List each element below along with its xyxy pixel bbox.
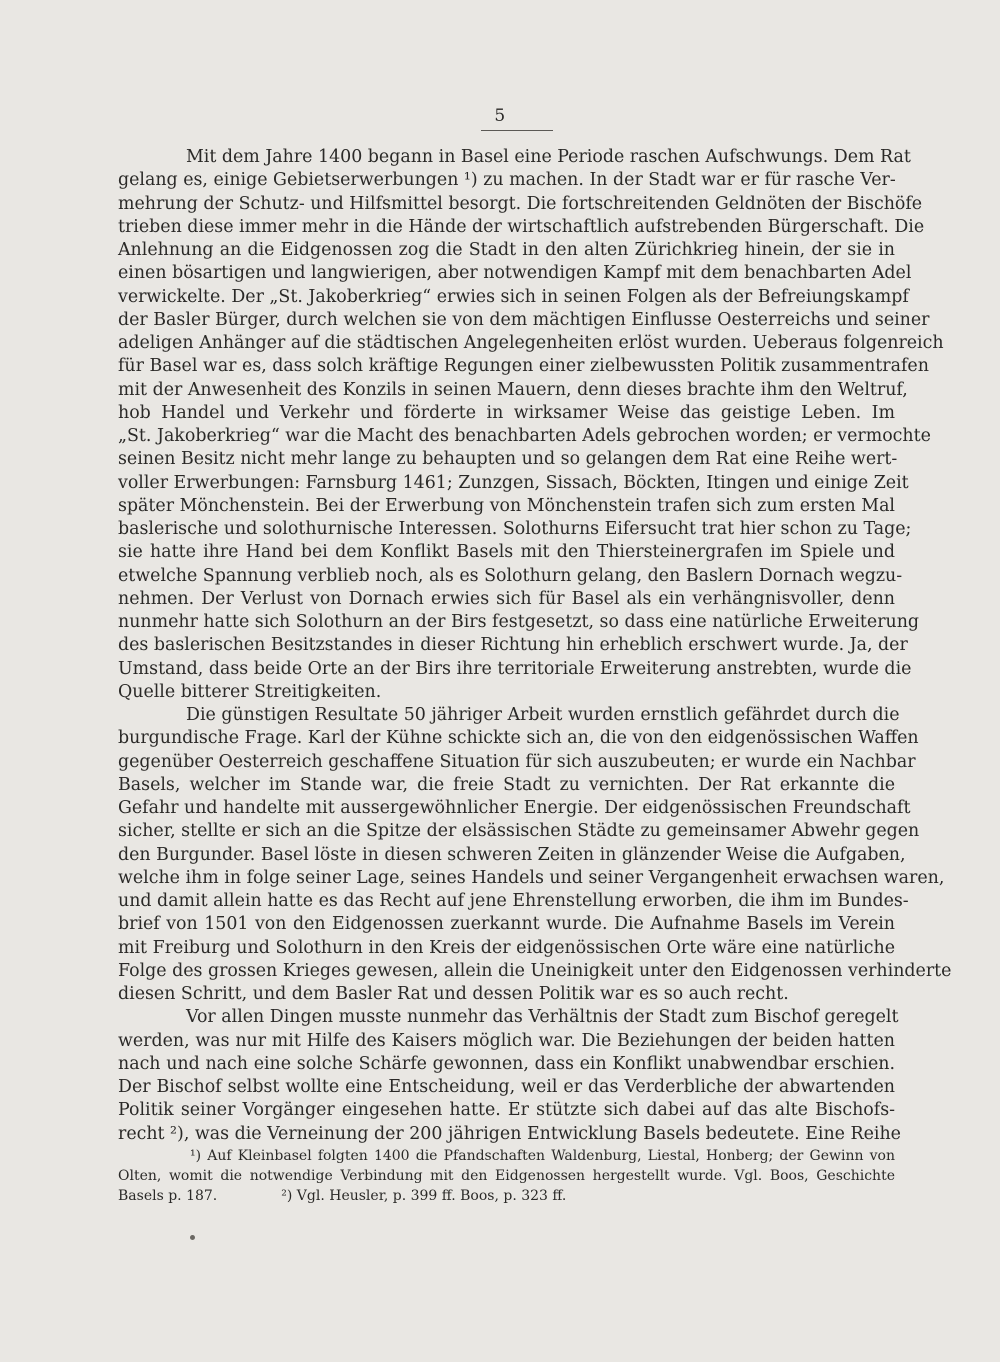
text-line: der Basler Bürger, durch welchen sie von dem mächtigen Einflusse Oesterreichs und seiner	[118, 309, 930, 330]
text-line: recht ²), was die Verneinung der 200 jährigen Entwicklung Basels bedeutete. Eine Reihe	[118, 1123, 901, 1144]
text-line: nunmehr hatte sich Solothurn an der Birs festgesetzt, so dass eine natürliche Erweiterung	[118, 612, 920, 632]
text-line: nach und nach eine solche Schärfe gewonnen, dass ein Konflikt unabwendbar erschien.	[118, 1053, 895, 1074]
text-line: später Mönchenstein. Bei der Erwerbung von Mönchenstein trafen sich zum ersten Mal	[118, 495, 895, 516]
text-line: und damit allein hatte es das Recht auf jene Ehrenstellung erworben, die ihm im Bundes-	[118, 891, 909, 911]
text-line: werden, was nur mit Hilfe des Kaisers möglich war. Die Beziehungen der beiden hatten	[118, 1030, 895, 1051]
text-line: voller Erwerbungen: Farnsburg 1461; Zunzgen, Sissach, Böckten, Itingen und einige Zeit	[118, 472, 909, 493]
text-line: baslerische und solothurnische Interessen. Solothurns Eifersucht trat hier schon zu Tage;	[118, 519, 912, 539]
footnote-line: Olten, womit die notwendige Verbindung mit den Eidgenossen hergestellt wurde. Vgl. Boos, Geschichte	[118, 1168, 895, 1184]
text-line: etwelche Spannung verblieb noch, als es Solothurn gelang, den Baslern Dornach wegzu-	[118, 565, 903, 586]
text-line: mehrung der Schutz- und Hilfsmittel besorgt. Die fortschreitenden Geldnöten der Bischöfe	[118, 193, 923, 214]
paragraph	[118, 704, 952, 1006]
footnote-text: Basels p. 187.	[118, 1188, 218, 1204]
text-line: seinen Besitz nicht mehr lange zu behaupten und so gelangen dem Rat eine Reihe wert-	[118, 449, 898, 470]
text-line: sicher, stellte er sich an die Spitze der elsässischen Städte zu gemeinsamer Abwehr gegen	[118, 821, 920, 842]
text-line: Basels, welcher im Stande war, die freie Stadt zu vernichten. Der Rat erkannte die	[118, 774, 895, 795]
text-line: Gefahr und handelte mit aussergewöhnlicher Energie. Der eidgenössischen Freundschaft	[118, 798, 911, 818]
text-line: diesen Schritt, und dem Basler Rat und dessen Politik war es so auch recht.	[118, 984, 789, 1004]
text-line: für Basel war es, dass solch kräftige Regungen einer zielbewussten Politik zusammentrafen	[118, 356, 929, 377]
text-line: Mit dem Jahre 1400 begann in Basel eine Periode raschen Aufschwungs. Dem Rat	[186, 147, 911, 167]
text-line: mit Freiburg und Solothurn in den Kreis der eidgenössischen Orte wäre eine natürliche	[118, 937, 895, 958]
text-line: Der Bischof selbst wollte eine Entscheidung, weil er das Verderbliche der abwartenden	[118, 1077, 895, 1097]
text-line: hob Handel und Verkehr und förderte in wirksamer Weise das geistige Leben. Im	[118, 402, 895, 423]
text-line: mit der Anwesenheit des Konzils in seinen Mauern, denn dieses brachte ihm den Weltruf,	[118, 379, 908, 400]
text-line: brief von 1501 von den Eidgenossen zuerkannt wurde. Die Aufnahme Basels im Verein	[118, 914, 895, 935]
text-line: „St. Jakoberkrieg“ war die Macht des benachbarten Adels gebrochen worden; er vermochte	[118, 426, 931, 446]
text-line: Vor allen Dingen musste nunmehr das Verhältnis der Stadt zum Bischof geregelt	[186, 1007, 899, 1028]
header-rule	[481, 130, 553, 131]
text-line: gegenüber Oesterreich geschaffene Situation für sich auszubeuten; er wurde ein Nachbar	[118, 751, 916, 772]
text-line: nehmen. Der Verlust von Dornach erwies sich für Basel als ein verhängnisvoller, denn	[118, 588, 895, 609]
text-line: einen bösartigen und langwierigen, aber notwendigen Kampf mit dem benachbarten Adel	[118, 263, 912, 284]
text-line: welche ihm in folge seiner Lage, seines Handels und seiner Vergangenheit erwachsen waren,	[118, 867, 945, 888]
page-number: 5	[494, 106, 506, 126]
text-line: Politik seiner Vorgänger eingesehen hatte. Er stützte sich dabei auf das alte Bischofs-	[118, 1100, 895, 1121]
paragraph	[118, 1006, 901, 1146]
paragraph	[118, 146, 944, 704]
text-line: des baslerischen Besitzstandes in dieser Richtung hin erheblich erschwert wurde. Ja, der	[118, 635, 908, 656]
text-line: Umstand, dass beide Orte an der Birs ihre territoriale Erweiterung anstrebten, wurde die	[118, 658, 912, 679]
text-line: den Burgunder. Basel löste in diesen schweren Zeiten in glänzender Weise die Aufgaben,	[118, 844, 906, 865]
text-line: trieben diese immer mehr in die Hände der wirtschaftlich aufstrebenden Bürgerschaft. Die	[118, 216, 925, 237]
footnote-line: ¹) Auf Kleinbasel folgten 1400 die Pfandschaften Waldenburg, Liestal, Honberg; der Gewinn von	[190, 1148, 895, 1164]
text-line: Folge des grossen Krieges gewesen, allein die Uneinigkeit unter den Eidgenossen verhinderte	[118, 960, 952, 981]
ink-speck	[190, 1235, 195, 1240]
text-line: Anlehnung an die Eidgenossen zog die Stadt in den alten Zürichkrieg hinein, der sie in	[118, 240, 895, 260]
text-line: sie hatte ihre Hand bei dem Konflikt Basels mit den Thiersteinergrafen im Spiele und	[118, 542, 895, 563]
text-line: Die günstigen Resultate 50 jähriger Arbeit wurden ernstlich gefährdet durch die	[186, 705, 900, 725]
text-line: burgundische Frage. Karl der Kühne schickte sich an, die von den eidgenössischen Waffen	[118, 728, 919, 749]
footnote-line	[118, 1186, 895, 1206]
text-line: gelang es, einige Gebietserwerbungen ¹) zu machen. In der Stadt war er für rasche Ver-	[118, 170, 896, 191]
text-line: verwickelte. Der „St. Jakoberkrieg“ erwies sich in seinen Folgen als der Befreiungskampf	[118, 286, 909, 307]
footnotes	[118, 1146, 895, 1206]
text-line: Quelle bitterer Streitigkeiten.	[118, 681, 382, 702]
footnote-text: ²) Vgl. Heusler, p. 399 ff. Boos, p. 323 ff.	[281, 1188, 567, 1204]
text-line: adeligen Anhänger auf die städtischen Angelegenheiten erlöst wurden. Ueberaus folgenreich	[118, 333, 944, 353]
body-text	[118, 146, 952, 1146]
